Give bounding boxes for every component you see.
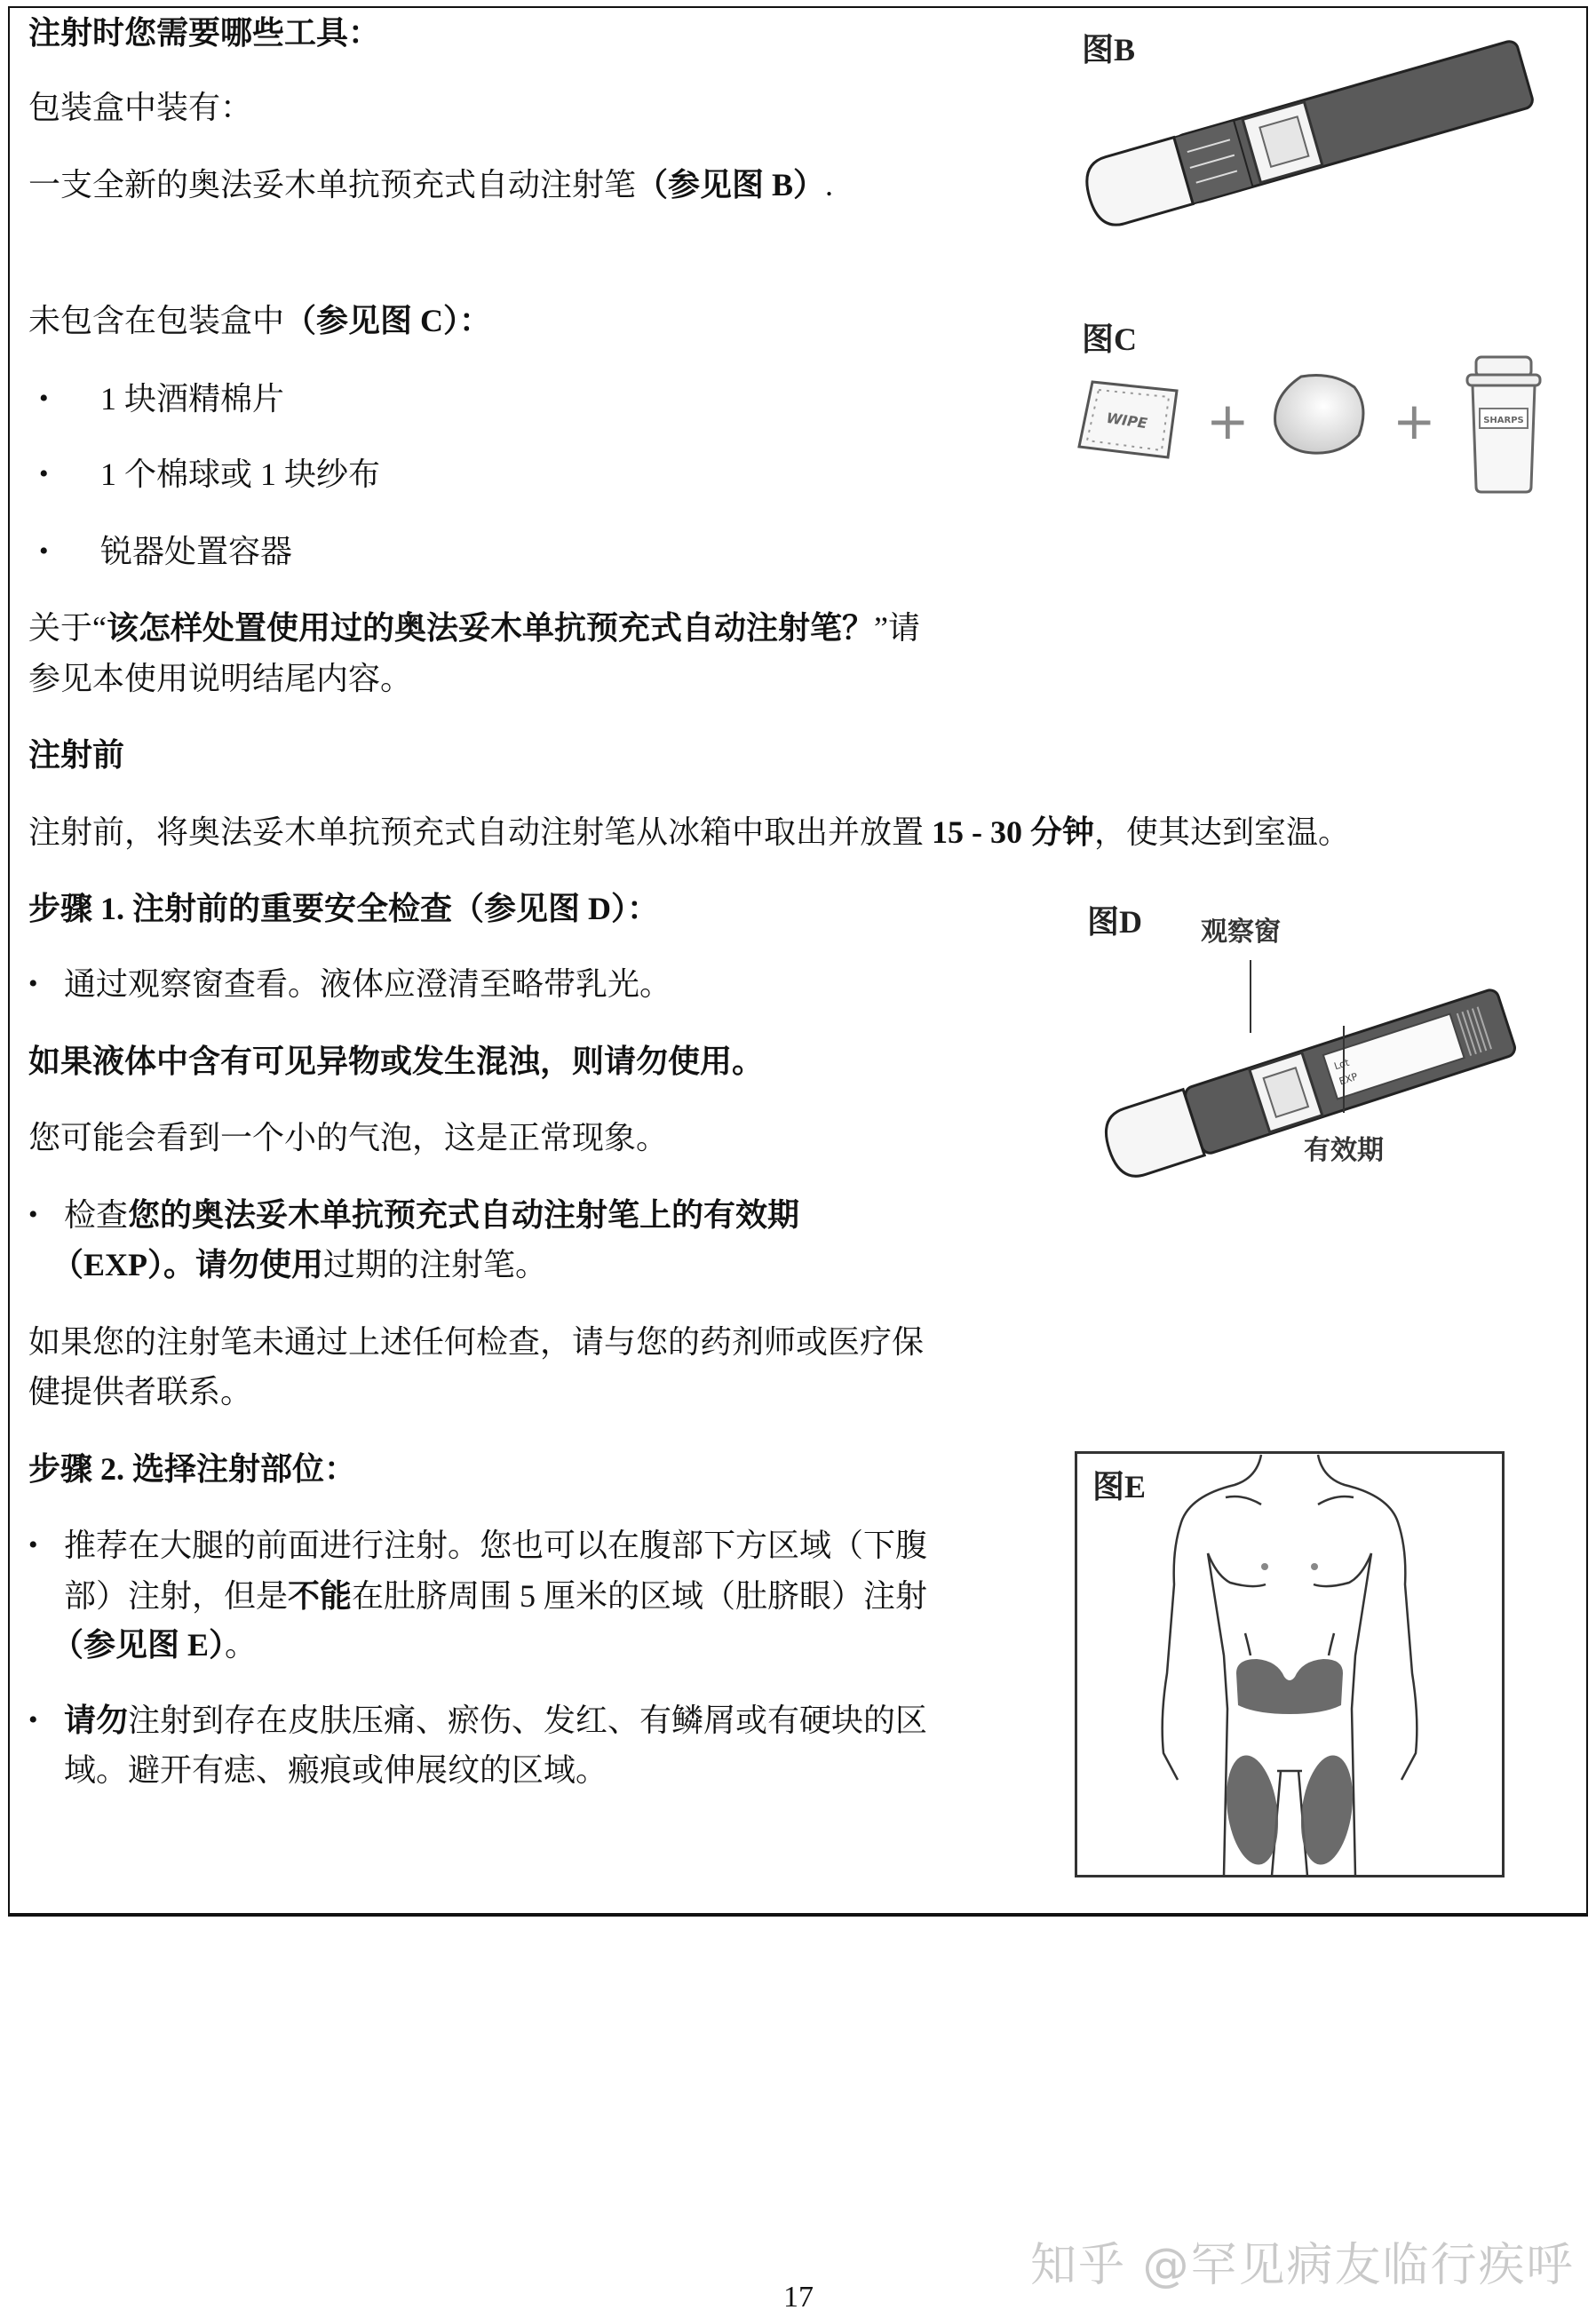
tools-heading: 注射时您需要哪些工具： <box>28 15 381 51</box>
do-not-bold: 请勿 <box>64 1703 129 1738</box>
svg-text:WIPE: WIPE <box>1105 409 1148 433</box>
in-box-item <box>28 165 833 204</box>
list-item-cotton-ball: 1 个棉球或 1 块纱布 <box>100 456 381 492</box>
step1-bullet-expiry-line1 <box>64 1195 799 1234</box>
in-box-label: 包装盒中装有： <box>28 90 253 125</box>
step1-warning: 如果液体中含有可见异物或发生混浊，则请勿使用。 <box>28 1044 765 1079</box>
list-item-sharps-container: 锐器处置容器 <box>100 534 293 569</box>
before-injection-paragraph <box>28 813 1350 852</box>
period: 。 <box>225 1627 258 1663</box>
wait-duration: 15 - 30 分钟 <box>932 814 1095 850</box>
navel-text: 在肚脐周围 5 厘米的区域（肚脐眼）注射 <box>352 1578 928 1614</box>
check-text: 检查 <box>64 1197 129 1233</box>
disposal-reference-line1 <box>28 608 920 647</box>
step1-heading: 步骤 1. 注射前的重要安全检查（参见图 D）： <box>28 891 659 926</box>
autoinjector-pen-illustration <box>1070 36 1550 222</box>
figure-c-reference: （参见图 C） <box>284 303 460 338</box>
disposal-pre: 关于“ <box>28 610 107 646</box>
step2-bullet1-line3 <box>52 1625 257 1664</box>
sharps-container-icon <box>1464 353 1544 496</box>
step2-bullet2-line2: 域。避开有痣、瘢痕或伸展纹的区域。 <box>64 1752 608 1788</box>
step2-heading: 步骤 2. 选择注射部位： <box>28 1451 357 1487</box>
step1-bullet-window: 通过观察窗查看。液体应澄清至略带乳光。 <box>64 966 672 1002</box>
alcohol-wipe-icon <box>1075 377 1181 466</box>
bullet-icon: • <box>39 459 49 488</box>
step1-contact-line1: 如果您的注射笔未通过上述任何检查，请与您的药剂师或医疗保 <box>28 1324 925 1360</box>
step2-bullet1-line2 <box>64 1576 927 1615</box>
bullet-icon: • <box>28 969 38 998</box>
not-in-box-text: 未包含在包装盒中 <box>28 303 285 338</box>
step1-bullet-expiry-line2 <box>52 1245 547 1284</box>
cotton-ball-icon <box>1270 371 1370 460</box>
step1-bubble-note: 您可能会看到一个小的气泡，这是正常现象。 <box>28 1120 669 1155</box>
cannot-bold: 不能 <box>288 1578 353 1614</box>
bullet-icon: • <box>28 1705 38 1735</box>
bullet-icon: • <box>39 384 49 413</box>
colon: ： <box>459 303 492 338</box>
plus-icon: + <box>1206 391 1250 451</box>
list-item-alcohol-wipe: 1 块酒精棉片 <box>100 381 285 417</box>
figure-d-label: 图D <box>1087 904 1142 940</box>
figure-e-reference: （参见图 E） <box>52 1627 226 1663</box>
in-box-item-period: . <box>825 167 834 202</box>
disposal-reference-line2: 参见本使用说明结尾内容。 <box>28 661 413 696</box>
figure-b-reference: （参见图 B） <box>636 167 826 202</box>
zhihu-watermark: 知乎 @罕见病友临行疾呼 <box>1030 2239 1575 2292</box>
expiry-bold: 您的奥法妥木单抗预充式自动注射笔上的有效期 <box>128 1197 800 1233</box>
svg-text:Lot: Lot <box>1332 1056 1351 1073</box>
bullet-icon: • <box>28 1200 38 1229</box>
plus-icon: + <box>1393 391 1436 451</box>
step2-bullet1-line1: 推荐在大腿的前面进行注射。您也可以在腹部下方区域（下腹 <box>64 1528 928 1563</box>
disposal-post: ”请 <box>874 610 920 646</box>
in-box-item-text: 一支全新的奥法妥木单抗预充式自动注射笔 <box>28 167 637 202</box>
injection-sites-body-illustration <box>1075 1451 1505 1877</box>
exp-do-not-use: （EXP）。请勿使用 <box>52 1247 324 1282</box>
disposal-question: 该怎样处置使用过的奥法妥木单抗预充式自动注射笔？ <box>106 610 874 646</box>
svg-text:EXP: EXP <box>1338 1070 1360 1088</box>
autoinjector-pen-labeled-illustration <box>1088 955 1514 1177</box>
before-injection-heading: 注射前 <box>28 737 125 773</box>
before-para-text: 注射前，将奥法妥木单抗预充式自动注射笔从冰箱中取出并放置 <box>28 814 933 850</box>
bullet-icon: • <box>39 536 49 566</box>
step1-contact-line2: 健提供者联系。 <box>28 1374 253 1409</box>
figure-b-label: 图B <box>1082 32 1136 67</box>
svg-text:SHARPS: SHARPS <box>1483 416 1524 425</box>
step2-bullet2-line1 <box>64 1701 927 1740</box>
page-number: 17 <box>783 2281 814 2314</box>
bullet-icon: • <box>28 1530 38 1560</box>
expiry-date-label: 有效期 <box>1304 1136 1384 1165</box>
abdomen-text: 部）注射，但是 <box>64 1578 289 1614</box>
not-in-box-label <box>28 301 491 340</box>
expired-pen-text: 过期的注射笔。 <box>323 1247 548 1282</box>
before-para-tail: ，使其达到室温。 <box>1094 814 1351 850</box>
viewing-window-label: 观察窗 <box>1201 917 1281 947</box>
figure-c-label: 图C <box>1082 322 1137 357</box>
skin-condition-text: 注射到存在皮肤压痛、瘀伤、发红、有鳞屑或有硬块的区 <box>128 1703 928 1738</box>
figure-e-label: 图E <box>1092 1469 1147 1504</box>
